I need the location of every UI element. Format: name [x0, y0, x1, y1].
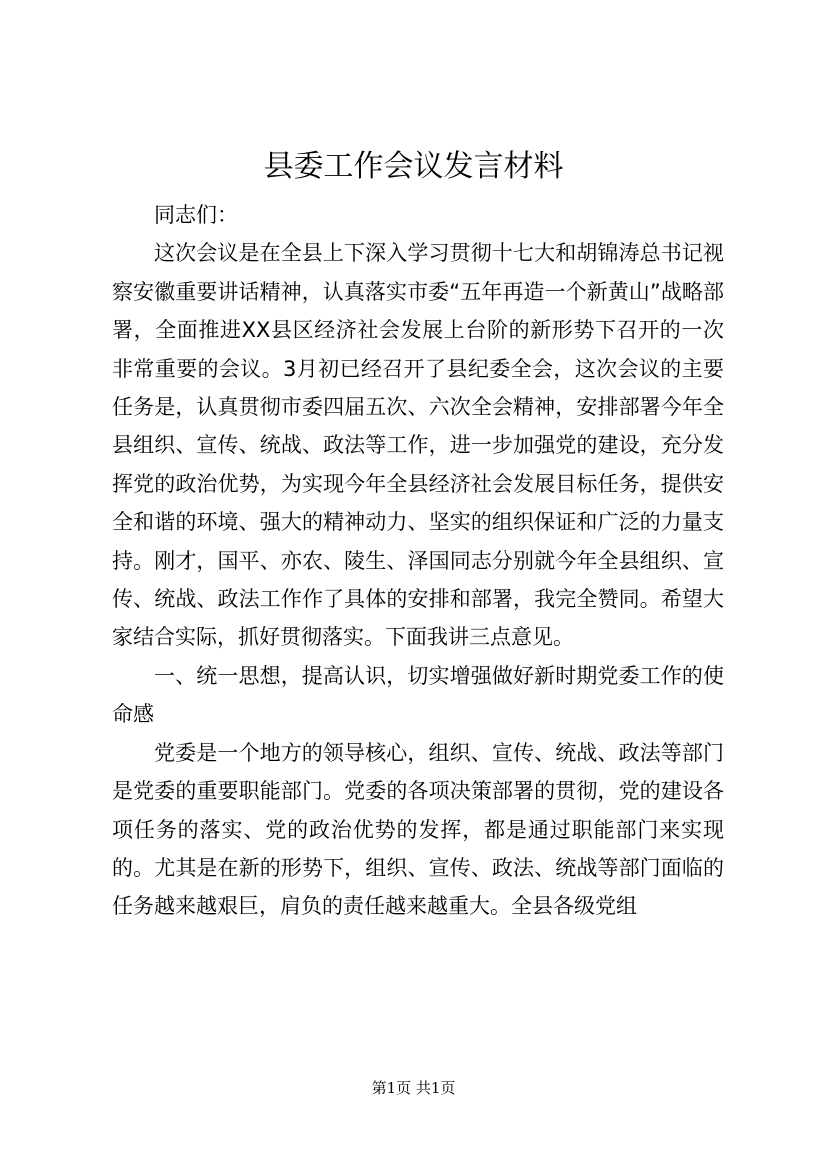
intro-paragraph: 这次会议是在全县上下深入学习贯彻十七大和胡锦涛总书记视察安徽重要讲话精神，认真落实市委“五年再造一个新黄山”战略部署，全面推进XX县区经济社会发展上台阶的新形势下召开的一次非常重要的会议。3月初已经召开了县纪委全会，这次会议的主要任务是，认真贯彻市委四届五次、六次全会精神，安排部署今年全县组织、宣传、统战、政法等工作，进一步加强党的建设，充分发挥党的政治优势，为实现今年全县经济社会发展目标任务，提供安全和谐的环境、强大的精神动力、坚实的组织保证和广泛的力量支持。刚才，国平、亦农、陵生、泽国同志分别就今年全县组织、宣传、统战、政法工作作了具体的安排和部署，我完全赞同。希望大家结合实际，抓好贯彻落实。下面我讲三点意见。	[112, 241, 724, 650]
body-paragraph: 党委是一个地方的领导核心，组织、宣传、统战、政法等部门是党委的重要职能部门。党委的各项决策部署的贯彻，党的建设各项任务的落实、党的政治优势的发挥，都是通过职能部门来实现的。尤其是在新的形势下，组织、宣传、政法、统战等部门面临的任务越来越艰巨，肩负的责任越来越重大。全县各级党组	[112, 740, 724, 919]
salutation-paragraph: 同志们：	[154, 203, 238, 227]
document-title: 县委工作会议发言材料	[263, 149, 564, 184]
document-body	[112, 196, 724, 926]
section-heading-one: 一、统一思想，提高认识，切实增强做好新时期党委工作的使命感	[112, 663, 724, 727]
page-footer: 第1页 共1页	[371, 1079, 456, 1097]
